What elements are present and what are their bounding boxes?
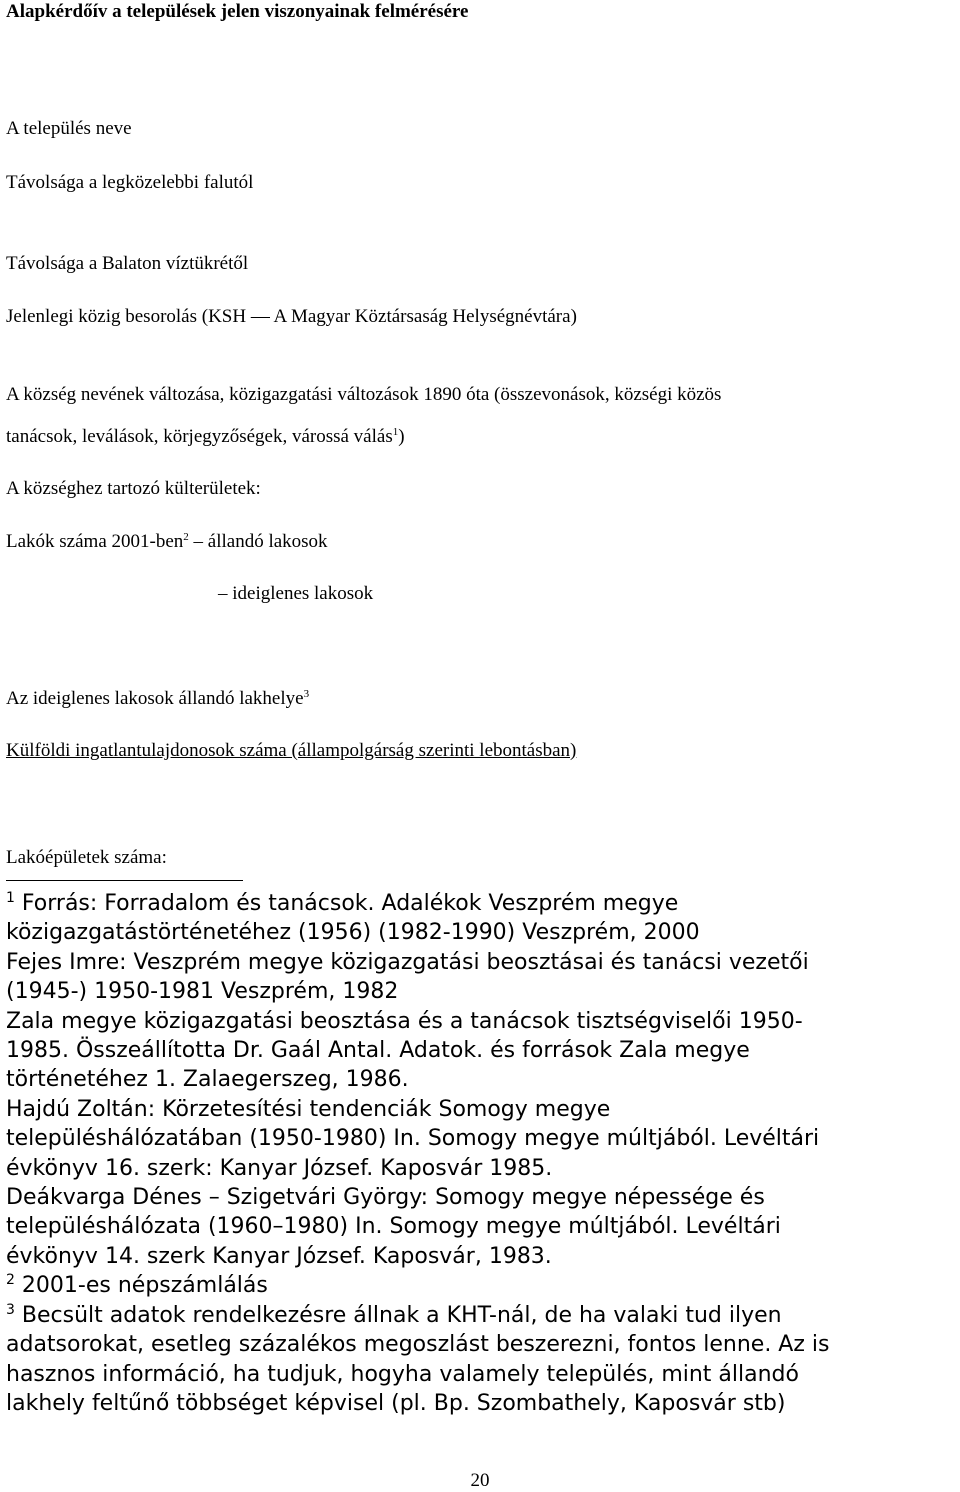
footnote-1-line: Zala megye közigazgatási beosztása és a tanácsok tisztségviselői 1950- bbox=[6, 1008, 803, 1034]
footnote-1-line: Fejes Imre: Veszprém megye közigazgatási beosztásai és tanácsi vezetői bbox=[6, 949, 809, 975]
footnotes bbox=[6, 889, 954, 1418]
field-settlement-name: A település neve bbox=[6, 118, 132, 139]
field-name-changes-line2 bbox=[6, 426, 405, 448]
footnote-1 bbox=[6, 889, 954, 1271]
footnote-ref-2: 2 bbox=[183, 531, 189, 543]
field-residential-buildings: Lakóépületek száma: bbox=[6, 847, 167, 868]
footnote-3-line: $^3$ Becsült adatok rendelkezésre állnak a KHT-nál, de ha valaki tud ilyen bbox=[6, 1301, 782, 1328]
field-distance-balaton: Távolsága a Balaton víztükrétől bbox=[6, 253, 249, 274]
footnote-1-line: 1985. Összeállította Dr. Gaál Antal. Adatok. és források Zala megye bbox=[6, 1038, 750, 1064]
field-outskirts: A községhez tartozó külterületek: bbox=[6, 478, 261, 499]
footnote-1-line: történetéhez 1. Zalaegerszeg, 1986. bbox=[6, 1067, 409, 1093]
field-name-changes-line1: A község nevének változása, közigazgatási változások 1890 óta (összevonások, községi közös bbox=[6, 384, 722, 405]
name-changes-close: ) bbox=[398, 426, 405, 447]
footnote-2-line: $^2$ 2001-es népszámlálás bbox=[6, 1272, 268, 1299]
footnote-1-line: településhálózata (1960–1980) In. Somogy megye múltjából. Levéltári bbox=[6, 1214, 781, 1240]
footnote-3-line: hasznos információ, ha tudjuk, hogyha valamely település, mint állandó bbox=[6, 1361, 799, 1387]
name-changes-text: tanácsok, leválások, körjegyzőségek, várossá válás bbox=[6, 426, 393, 447]
footnote-ref-3: 3 bbox=[303, 688, 310, 700]
footnote-2-mark: 2 bbox=[6, 1272, 15, 1289]
field-distance-nearest-village: Távolsága a legközelebbi falutól bbox=[6, 172, 254, 193]
footnote-1-line: (1945-) 1950-1981 Veszprém, 1982 bbox=[6, 979, 399, 1005]
footnote-1-mark: 1 bbox=[6, 890, 15, 906]
footnote-1-line: településhálózatában (1950-1980) In. Somogy megye múltjából. Levéltári bbox=[6, 1126, 820, 1152]
footnote-1-line: közigazgatástörténetéhez (1956) (1982-1990) Veszprém, 2000 bbox=[6, 920, 700, 946]
field-admin-classification: Jelenlegi közig besorolás (KSH — A Magyar Köztársaság Helységnévtára) bbox=[6, 306, 577, 327]
footnote-1-line: évkönyv 16. szerk: Kanyar József. Kaposvár 1985. bbox=[6, 1155, 553, 1181]
field-foreign-owners: Külföldi ingatlantulajdonosok száma (állampolgárság szerinti lebontásban) bbox=[6, 740, 577, 761]
footnote-1-line: $^1$ Forrás: Forradalom és tanácsok. Adalékok Veszprém megye bbox=[6, 890, 679, 916]
footnote-3-mark: 3 bbox=[6, 1301, 15, 1318]
field-temp-permanent-home bbox=[6, 688, 309, 710]
footnote-1-line: Deákvarga Dénes – Szigetvári György: Somogy megye népessége és bbox=[6, 1185, 765, 1211]
footnote-separator bbox=[6, 880, 243, 881]
footnote-ref-1: 1 bbox=[392, 426, 399, 438]
temporary-residents: – ideiglenes lakosok bbox=[218, 583, 374, 604]
permanent-residents: – állandó lakosok bbox=[193, 531, 328, 552]
residents-label: Lakók száma 2001-ben bbox=[6, 531, 184, 552]
page-title: Alapkérdőív a települések jelen viszonyainak felmérésére bbox=[6, 1, 469, 22]
footnote-1-line: Hajdú Zoltán: Körzetesítési tendenciák Somogy megye bbox=[6, 1096, 611, 1122]
footnote-3-line: adatsorokat, esetleg százalékos megoszlást beszerezni, fontos lenne. Az is bbox=[6, 1332, 830, 1358]
footnote-1-line: évkönyv 14. szerk Kanyar József. Kaposvár, 1983. bbox=[6, 1243, 552, 1269]
footnote-3-line: lakhely feltűnő többséget képvisel (pl. Bp. Szombathely, Kaposvár stb) bbox=[6, 1390, 786, 1416]
page-number: 20 bbox=[470, 1470, 490, 1491]
field-residents bbox=[6, 531, 328, 553]
footnote-2 bbox=[6, 1271, 954, 1300]
footnote-3 bbox=[6, 1301, 954, 1419]
temp-permanent-home-label: Az ideiglenes lakosok állandó lakhelye bbox=[6, 688, 304, 709]
